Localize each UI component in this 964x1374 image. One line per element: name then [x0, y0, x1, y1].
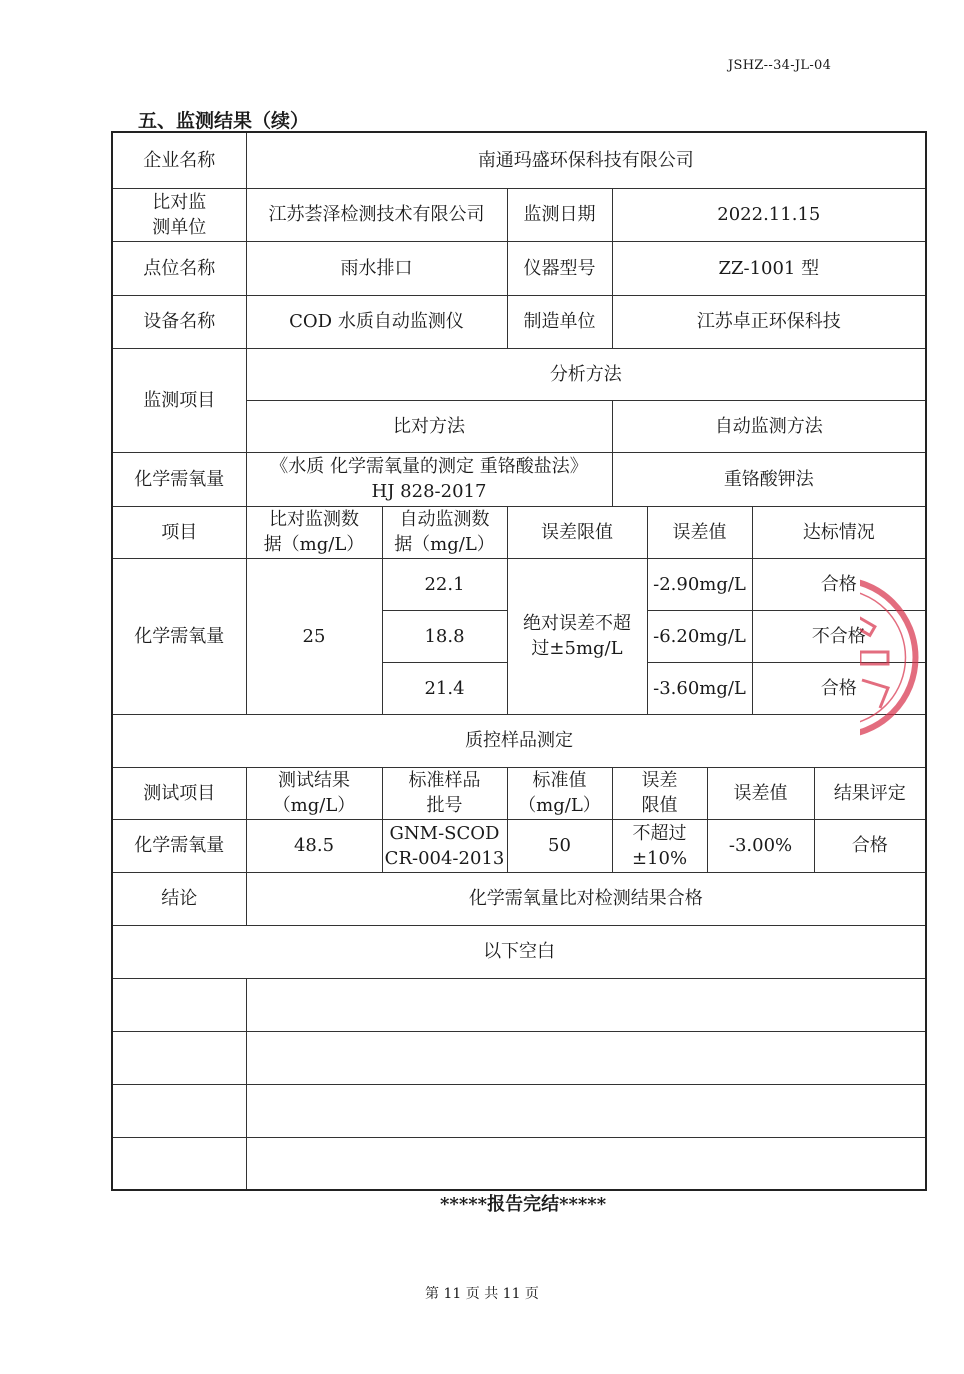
header-item: 项目 [112, 506, 246, 558]
header-status: 达标情况 [752, 506, 926, 558]
point-value: 雨水排口 [246, 241, 507, 295]
empty-row [112, 1031, 926, 1084]
analysis-method-row [112, 348, 926, 400]
company-row [112, 132, 926, 188]
qc-header-item: 测试项目 [112, 767, 246, 819]
comparison-row [112, 558, 926, 610]
qc-batch: GNM-SCOD CR-004-2013 [382, 819, 507, 872]
compare-unit-value: 江苏荟泽检测技术有限公司 [246, 188, 507, 241]
qc-value-row [112, 819, 926, 872]
maker-value: 江苏卓正环保科技 [612, 295, 926, 348]
model-label: 仪器型号 [507, 241, 612, 295]
monitoring-results-table [111, 131, 927, 1191]
conclusion-label: 结论 [112, 872, 246, 925]
company-seal-stamp [860, 570, 924, 745]
method-value-row [112, 452, 926, 506]
qc-header-standard: 标准值 （mg/L） [507, 767, 612, 819]
comparison-item: 化学需氧量 [112, 558, 246, 714]
qc-limit: 不超过 ±10% [612, 819, 707, 872]
model-value: ZZ-1001 型 [612, 241, 926, 295]
date-value: 2022.11.15 [612, 188, 926, 241]
qc-standard: 50 [507, 819, 612, 872]
qc-item: 化学需氧量 [112, 819, 246, 872]
qc-eval: 合格 [814, 819, 926, 872]
qc-header-batch: 标准样品 批号 [382, 767, 507, 819]
device-label: 设备名称 [112, 295, 246, 348]
company-label: 企业名称 [112, 132, 246, 188]
conclusion-value: 化学需氧量比对检测结果合格 [246, 872, 926, 925]
point-row [112, 241, 926, 295]
company-value: 南通玛盛环保科技有限公司 [246, 132, 926, 188]
monitoring-item-label: 监测项目 [112, 348, 246, 452]
comparison-error-limit: 绝对误差不超 过±5mg/L [507, 558, 647, 714]
error-value-1: -2.90mg/L [647, 558, 752, 610]
qc-title-row [112, 714, 926, 767]
device-value: COD 水质自动监测仪 [246, 295, 507, 348]
page-number: 第 11 页 共 11 页 [425, 1286, 539, 1302]
header-compare-data: 比对监测数 据（mg/L） [246, 506, 382, 558]
compare-unit-label: 比对监 测单位 [112, 188, 246, 241]
status-3: 合格 [752, 662, 926, 714]
compare-method-value: 《水质 化学需氧量的测定 重铬酸盐法》 HJ 828-2017 [246, 452, 612, 506]
qc-header-row [112, 767, 926, 819]
section-title: 五、监测结果（续） [138, 110, 310, 132]
auto-value-1: 22.1 [382, 558, 507, 610]
qc-header-error: 误差值 [707, 767, 814, 819]
date-label: 监测日期 [507, 188, 612, 241]
report-end-mark: *****报告完结***** [440, 1194, 607, 1215]
auto-method-label: 自动监测方法 [612, 400, 926, 452]
qc-header-result: 测试结果 （mg/L） [246, 767, 382, 819]
status-2: 不合格 [752, 610, 926, 662]
error-value-3: -3.60mg/L [647, 662, 752, 714]
device-row [112, 295, 926, 348]
compare-method-label: 比对方法 [246, 400, 612, 452]
comparison-header-row [112, 506, 926, 558]
qc-result: 48.5 [246, 819, 382, 872]
header-error-limit: 误差限值 [507, 506, 647, 558]
empty-row [112, 1084, 926, 1137]
blank-note: 以下空白 [112, 925, 926, 978]
analysis-method-label: 分析方法 [246, 348, 926, 400]
header-auto-data: 自动监测数 据（mg/L） [382, 506, 507, 558]
error-value-2: -6.20mg/L [647, 610, 752, 662]
point-label: 点位名称 [112, 241, 246, 295]
document-code: JSHZ--34-JL-04 [728, 58, 832, 73]
auto-value-3: 21.4 [382, 662, 507, 714]
compare-unit-row [112, 188, 926, 241]
status-1: 合格 [752, 558, 926, 610]
header-error-value: 误差值 [647, 506, 752, 558]
qc-header-limit: 误差 限值 [612, 767, 707, 819]
blank-note-row [112, 925, 926, 978]
maker-label: 制造单位 [507, 295, 612, 348]
qc-title: 质控样品测定 [112, 714, 926, 767]
auto-value-2: 18.8 [382, 610, 507, 662]
comparison-compare-value: 25 [246, 558, 382, 714]
method-item-cod: 化学需氧量 [112, 452, 246, 506]
empty-row [112, 978, 926, 1031]
auto-method-value: 重铬酸钾法 [612, 452, 926, 506]
qc-header-eval: 结果评定 [814, 767, 926, 819]
conclusion-row [112, 872, 926, 925]
qc-error: -3.00% [707, 819, 814, 872]
empty-row [112, 1137, 926, 1190]
